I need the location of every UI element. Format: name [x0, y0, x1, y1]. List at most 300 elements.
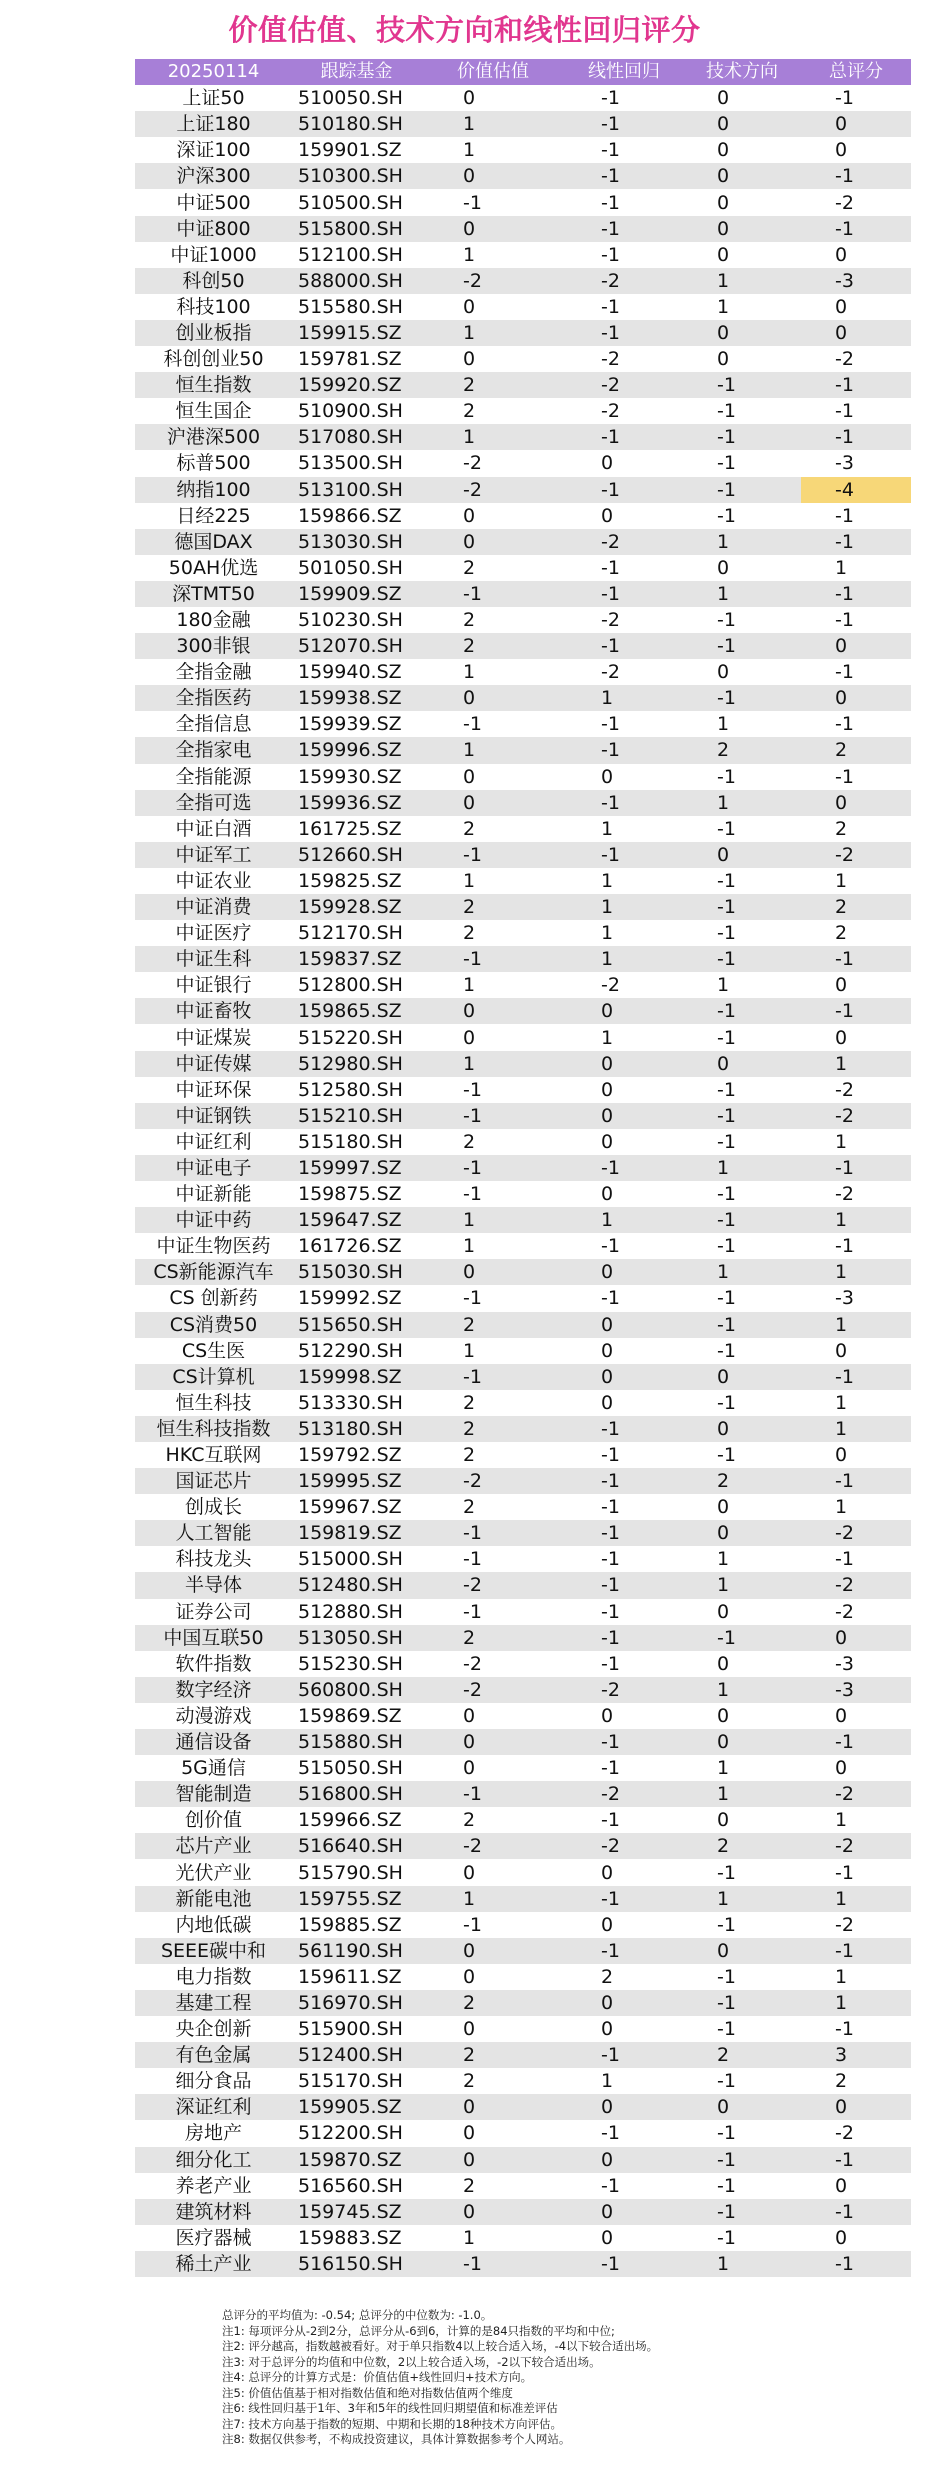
total-score: -1: [801, 529, 911, 555]
value-score: 2: [421, 1442, 565, 1468]
fund-code: 161725.SZ: [292, 816, 421, 842]
value-score: 2: [421, 633, 565, 659]
fund-code: 159755.SZ: [292, 1886, 421, 1912]
fund-code: 510180.SH: [292, 111, 421, 137]
value-score: 0: [421, 2147, 565, 2173]
linear-score: -1: [565, 1625, 683, 1651]
header-value: 价值估值: [421, 59, 565, 85]
total-score: 2: [801, 816, 911, 842]
table-row: [135, 737, 911, 763]
linear-score: -1: [565, 633, 683, 659]
fund-code: 515210.SH: [292, 1103, 421, 1129]
tech-score: -1: [683, 920, 801, 946]
linear-score: 1: [565, 1207, 683, 1233]
value-score: -2: [421, 450, 565, 476]
total-score: -1: [801, 946, 911, 972]
total-score: -1: [801, 659, 911, 685]
table-row: [135, 529, 911, 555]
linear-score: 0: [565, 764, 683, 790]
footnote-line: 注1: 每项评分从-2到2分，总评分从-6到6，计算的是84只指数的平均和中位;: [222, 2323, 615, 2338]
total-score: -1: [801, 1546, 911, 1572]
total-score: 0: [801, 1442, 911, 1468]
table-row: [135, 216, 911, 242]
value-score: 1: [421, 2225, 565, 2251]
total-score: 0: [801, 1755, 911, 1781]
table-row: [135, 764, 911, 790]
fund-code: 515170.SH: [292, 2068, 421, 2094]
tech-score: -1: [683, 2147, 801, 2173]
linear-score: -2: [565, 1781, 683, 1807]
index-name: 数字经济: [135, 1677, 292, 1703]
linear-score: 1: [565, 868, 683, 894]
table-row: [135, 1338, 911, 1364]
table-row: [135, 2042, 911, 2068]
index-name: 科创创业50: [135, 346, 292, 372]
tech-score: -1: [683, 503, 801, 529]
total-score: 1: [801, 555, 911, 581]
index-name: 国证芯片: [135, 1468, 292, 1494]
linear-score: -1: [565, 1886, 683, 1912]
total-score: -1: [801, 1364, 911, 1390]
tech-score: 0: [683, 163, 801, 189]
index-name: 深证红利: [135, 2094, 292, 2120]
total-score: 2: [801, 920, 911, 946]
value-score: 0: [421, 2094, 565, 2120]
index-name: 全指可选: [135, 790, 292, 816]
total-score: -1: [801, 607, 911, 633]
tech-score: 1: [683, 581, 801, 607]
linear-score: -1: [565, 163, 683, 189]
table-row: [135, 1129, 911, 1155]
index-name: 中证生科: [135, 946, 292, 972]
value-score: 2: [421, 398, 565, 424]
tech-score: 0: [683, 1494, 801, 1520]
linear-score: 0: [565, 1259, 683, 1285]
fund-code: 159870.SZ: [292, 2147, 421, 2173]
tech-score: 1: [683, 294, 801, 320]
linear-score: 0: [565, 1912, 683, 1938]
value-score: 0: [421, 2199, 565, 2225]
tech-score: -1: [683, 1625, 801, 1651]
linear-score: -1: [565, 1651, 683, 1677]
table-row: [135, 1442, 911, 1468]
tech-score: -1: [683, 685, 801, 711]
table-row: [135, 1181, 911, 1207]
fund-code: 561190.SH: [292, 1938, 421, 1964]
total-score: -1: [801, 581, 911, 607]
tech-score: -1: [683, 816, 801, 842]
linear-score: -1: [565, 2042, 683, 2068]
total-score: 1: [801, 1886, 911, 1912]
linear-score: 0: [565, 1990, 683, 2016]
total-score: -1: [801, 85, 911, 111]
table-row: [135, 346, 911, 372]
linear-score: -1: [565, 1572, 683, 1598]
tech-score: 0: [683, 1520, 801, 1546]
linear-score: 0: [565, 1312, 683, 1338]
value-score: 0: [421, 1703, 565, 1729]
linear-score: -1: [565, 242, 683, 268]
linear-score: -1: [565, 1468, 683, 1494]
tech-score: -1: [683, 477, 801, 503]
index-name: 恒生科技: [135, 1390, 292, 1416]
total-score: 0: [801, 1024, 911, 1050]
value-score: 0: [421, 1024, 565, 1050]
value-score: -1: [421, 842, 565, 868]
fund-code: 512290.SH: [292, 1338, 421, 1364]
fund-code: 159920.SZ: [292, 372, 421, 398]
linear-score: 1: [565, 946, 683, 972]
index-name: 中证800: [135, 216, 292, 242]
table-row: [135, 2199, 911, 2225]
table-row: [135, 1103, 911, 1129]
fund-code: 159966.SZ: [292, 1807, 421, 1833]
linear-score: -1: [565, 1520, 683, 1546]
fund-code: 513180.SH: [292, 1416, 421, 1442]
linear-score: -2: [565, 659, 683, 685]
total-score: -2: [801, 1781, 911, 1807]
table-row: [135, 633, 911, 659]
tech-score: 1: [683, 1886, 801, 1912]
fund-code: 159865.SZ: [292, 998, 421, 1024]
value-score: 0: [421, 1964, 565, 1990]
table-row: [135, 1964, 911, 1990]
linear-score: -1: [565, 1729, 683, 1755]
tech-score: 0: [683, 111, 801, 137]
value-score: 1: [421, 424, 565, 450]
index-name: 中证军工: [135, 842, 292, 868]
value-score: -2: [421, 1833, 565, 1859]
index-name: 建筑材料: [135, 2199, 292, 2225]
value-score: -1: [421, 189, 565, 215]
index-name: CS生医: [135, 1338, 292, 1364]
linear-score: -2: [565, 268, 683, 294]
linear-score: 1: [565, 920, 683, 946]
index-name: CS计算机: [135, 1364, 292, 1390]
fund-code: 159837.SZ: [292, 946, 421, 972]
fund-code: 159967.SZ: [292, 1494, 421, 1520]
value-score: 0: [421, 998, 565, 1024]
index-name: CS 创新药: [135, 1285, 292, 1311]
total-score: 1: [801, 1964, 911, 1990]
total-score: 1: [801, 1390, 911, 1416]
page-title: 价值估值、技术方向和线性回归评分: [228, 13, 701, 47]
linear-score: -2: [565, 972, 683, 998]
total-score: -1: [801, 1468, 911, 1494]
total-score: -2: [801, 1912, 911, 1938]
index-name: 中国互联50: [135, 1625, 292, 1651]
linear-score: -1: [565, 137, 683, 163]
table-row: [135, 1494, 911, 1520]
total-score: 0: [801, 2094, 911, 2120]
value-score: 1: [421, 659, 565, 685]
tech-score: 0: [683, 137, 801, 163]
index-name: 电力指数: [135, 1964, 292, 1990]
index-name: 养老产业: [135, 2173, 292, 2199]
index-name: 上证180: [135, 111, 292, 137]
total-score: -1: [801, 2016, 911, 2042]
table-row: [135, 920, 911, 946]
index-name: 科创50: [135, 268, 292, 294]
total-score: -2: [801, 1599, 911, 1625]
value-score: -1: [421, 1155, 565, 1181]
value-score: -2: [421, 1677, 565, 1703]
linear-score: 0: [565, 1859, 683, 1885]
tech-score: -1: [683, 1207, 801, 1233]
total-score: 0: [801, 1625, 911, 1651]
tech-score: -1: [683, 372, 801, 398]
table-row: [135, 450, 911, 476]
linear-score: 0: [565, 1364, 683, 1390]
linear-score: -2: [565, 607, 683, 633]
index-name: 中证畜牧: [135, 998, 292, 1024]
tech-score: -1: [683, 764, 801, 790]
score-table: [135, 59, 911, 2277]
linear-score: -1: [565, 1233, 683, 1259]
tech-score: 0: [683, 1416, 801, 1442]
table-row: [135, 1312, 911, 1338]
value-score: -2: [421, 268, 565, 294]
index-name: 沪港深500: [135, 424, 292, 450]
table-row: [135, 842, 911, 868]
value-score: -1: [421, 1285, 565, 1311]
fund-code: 159928.SZ: [292, 894, 421, 920]
value-score: 2: [421, 816, 565, 842]
value-score: 1: [421, 1338, 565, 1364]
linear-score: -1: [565, 842, 683, 868]
fund-code: 510500.SH: [292, 189, 421, 215]
index-name: 中证红利: [135, 1129, 292, 1155]
value-score: 2: [421, 894, 565, 920]
table-row: [135, 685, 911, 711]
fund-code: 512880.SH: [292, 1599, 421, 1625]
total-score: -2: [801, 189, 911, 215]
linear-score: 0: [565, 2016, 683, 2042]
tech-score: 1: [683, 268, 801, 294]
value-score: -1: [421, 946, 565, 972]
footnotes: [222, 2308, 902, 2448]
table-row: [135, 2016, 911, 2042]
total-score: 0: [801, 242, 911, 268]
table-row: [135, 555, 911, 581]
index-name: 芯片产业: [135, 1833, 292, 1859]
tech-score: -1: [683, 868, 801, 894]
fund-code: 515030.SH: [292, 1259, 421, 1285]
table-row: [135, 581, 911, 607]
fund-code: 510300.SH: [292, 163, 421, 189]
tech-score: -1: [683, 1442, 801, 1468]
table-row: [135, 1651, 911, 1677]
table-row: [135, 1625, 911, 1651]
fund-code: 515180.SH: [292, 1129, 421, 1155]
total-score: -1: [801, 2147, 911, 2173]
linear-score: -1: [565, 294, 683, 320]
fund-code: 515220.SH: [292, 1024, 421, 1050]
value-score: 0: [421, 1755, 565, 1781]
linear-score: -1: [565, 111, 683, 137]
value-score: 2: [421, 1312, 565, 1338]
fund-code: 159939.SZ: [292, 711, 421, 737]
fund-code: 513050.SH: [292, 1625, 421, 1651]
value-score: 2: [421, 2173, 565, 2199]
total-score: 0: [801, 1338, 911, 1364]
fund-code: 513330.SH: [292, 1390, 421, 1416]
linear-score: -1: [565, 1416, 683, 1442]
fund-code: 517080.SH: [292, 424, 421, 450]
total-score: -2: [801, 2120, 911, 2146]
index-name: 房地产: [135, 2120, 292, 2146]
footnote-line: 注7: 技术方向基于指数的短期、中期和长期的18种技术方向评估。: [222, 2416, 562, 2431]
value-score: 1: [421, 1886, 565, 1912]
table-row: [135, 85, 911, 111]
table-row: [135, 946, 911, 972]
total-score: 2: [801, 2068, 911, 2094]
index-name: 深TMT50: [135, 581, 292, 607]
fund-code: 515230.SH: [292, 1651, 421, 1677]
value-score: 2: [421, 920, 565, 946]
tech-score: -1: [683, 424, 801, 450]
fund-code: 159875.SZ: [292, 1181, 421, 1207]
value-score: 2: [421, 2068, 565, 2094]
table-row: [135, 503, 911, 529]
index-name: 300非银: [135, 633, 292, 659]
linear-score: 0: [565, 1051, 683, 1077]
value-score: 0: [421, 1259, 565, 1285]
total-score: -1: [801, 1155, 911, 1181]
table-row: [135, 1546, 911, 1572]
total-score: -1: [801, 1233, 911, 1259]
value-score: -2: [421, 1651, 565, 1677]
total-score: 3: [801, 2042, 911, 2068]
fund-code: 512200.SH: [292, 2120, 421, 2146]
tech-score: -1: [683, 1338, 801, 1364]
tech-score: -1: [683, 1312, 801, 1338]
total-score: -4: [801, 477, 911, 503]
value-score: 1: [421, 868, 565, 894]
value-score: -1: [421, 1599, 565, 1625]
value-score: -1: [421, 1077, 565, 1103]
total-score: 1: [801, 1312, 911, 1338]
table-row: [135, 2094, 911, 2120]
fund-code: 516560.SH: [292, 2173, 421, 2199]
footnote-line: 注3: 对于总评分的均值和中位数，2以上较合适入场，-2以下较合适出场。: [222, 2354, 601, 2369]
table-row: [135, 268, 911, 294]
linear-score: 0: [565, 1077, 683, 1103]
index-name: 细分食品: [135, 2068, 292, 2094]
fund-code: 501050.SH: [292, 555, 421, 581]
tech-score: -1: [683, 1912, 801, 1938]
fund-code: 159909.SZ: [292, 581, 421, 607]
fund-code: 515790.SH: [292, 1859, 421, 1885]
fund-code: 588000.SH: [292, 268, 421, 294]
value-score: -1: [421, 1364, 565, 1390]
fund-code: 512400.SH: [292, 2042, 421, 2068]
table-row: [135, 2068, 911, 2094]
tech-score: 0: [683, 1938, 801, 1964]
tech-score: 1: [683, 1259, 801, 1285]
tech-score: 0: [683, 189, 801, 215]
value-score: -2: [421, 1572, 565, 1598]
total-score: -1: [801, 503, 911, 529]
index-name: HKC互联网: [135, 1442, 292, 1468]
tech-score: 1: [683, 1155, 801, 1181]
fund-code: 159940.SZ: [292, 659, 421, 685]
table-row: [135, 1677, 911, 1703]
total-score: -2: [801, 1520, 911, 1546]
table-row: [135, 868, 911, 894]
linear-score: 1: [565, 2068, 683, 2094]
fund-code: 512660.SH: [292, 842, 421, 868]
tech-score: -1: [683, 2173, 801, 2199]
total-score: -1: [801, 424, 911, 450]
value-score: 2: [421, 1494, 565, 1520]
fund-code: 159936.SZ: [292, 790, 421, 816]
fund-code: 510900.SH: [292, 398, 421, 424]
index-name: 中证中药: [135, 1207, 292, 1233]
total-score: 0: [801, 320, 911, 346]
linear-score: 0: [565, 1703, 683, 1729]
linear-score: 1: [565, 685, 683, 711]
table-row: [135, 2147, 911, 2173]
tech-score: -1: [683, 2068, 801, 2094]
fund-code: 159745.SZ: [292, 2199, 421, 2225]
table-row: [135, 1285, 911, 1311]
fund-code: 515000.SH: [292, 1546, 421, 1572]
value-score: 2: [421, 1390, 565, 1416]
value-score: 2: [421, 1990, 565, 2016]
value-score: 1: [421, 1051, 565, 1077]
table-row: [135, 1886, 911, 1912]
table-row: [135, 972, 911, 998]
index-name: 深证100: [135, 137, 292, 163]
index-name: 中证电子: [135, 1155, 292, 1181]
total-score: -3: [801, 1285, 911, 1311]
fund-code: 159938.SZ: [292, 685, 421, 711]
table-row: [135, 1024, 911, 1050]
linear-score: -1: [565, 1938, 683, 1964]
fund-code: 159915.SZ: [292, 320, 421, 346]
total-score: 1: [801, 1051, 911, 1077]
index-name: 内地低碳: [135, 1912, 292, 1938]
fund-code: 159995.SZ: [292, 1468, 421, 1494]
value-score: 0: [421, 1938, 565, 1964]
fund-code: 516970.SH: [292, 1990, 421, 2016]
value-score: 1: [421, 137, 565, 163]
tech-score: 1: [683, 1755, 801, 1781]
linear-score: -1: [565, 737, 683, 763]
fund-code: 560800.SH: [292, 1677, 421, 1703]
footnote-line: 注5: 价值估值基于相对指数估值和绝对指数估值两个维度: [222, 2385, 513, 2400]
linear-score: -1: [565, 555, 683, 581]
value-score: 0: [421, 346, 565, 372]
header-linear: 线性回归: [565, 59, 683, 85]
fund-code: 159997.SZ: [292, 1155, 421, 1181]
index-name: 医疗器械: [135, 2225, 292, 2251]
fund-code: 515880.SH: [292, 1729, 421, 1755]
footnote-line: 注6: 线性回归基于1年、3年和5年的线性回归期望值和标准差评估: [222, 2401, 558, 2415]
fund-code: 159792.SZ: [292, 1442, 421, 1468]
index-name: CS消费50: [135, 1312, 292, 1338]
index-name: 中证1000: [135, 242, 292, 268]
value-score: 1: [421, 111, 565, 137]
tech-score: 0: [683, 346, 801, 372]
value-score: 2: [421, 607, 565, 633]
tech-score: 2: [683, 737, 801, 763]
fund-code: 512800.SH: [292, 972, 421, 998]
table-row: [135, 294, 911, 320]
value-score: 0: [421, 2016, 565, 2042]
total-score: -1: [801, 2199, 911, 2225]
